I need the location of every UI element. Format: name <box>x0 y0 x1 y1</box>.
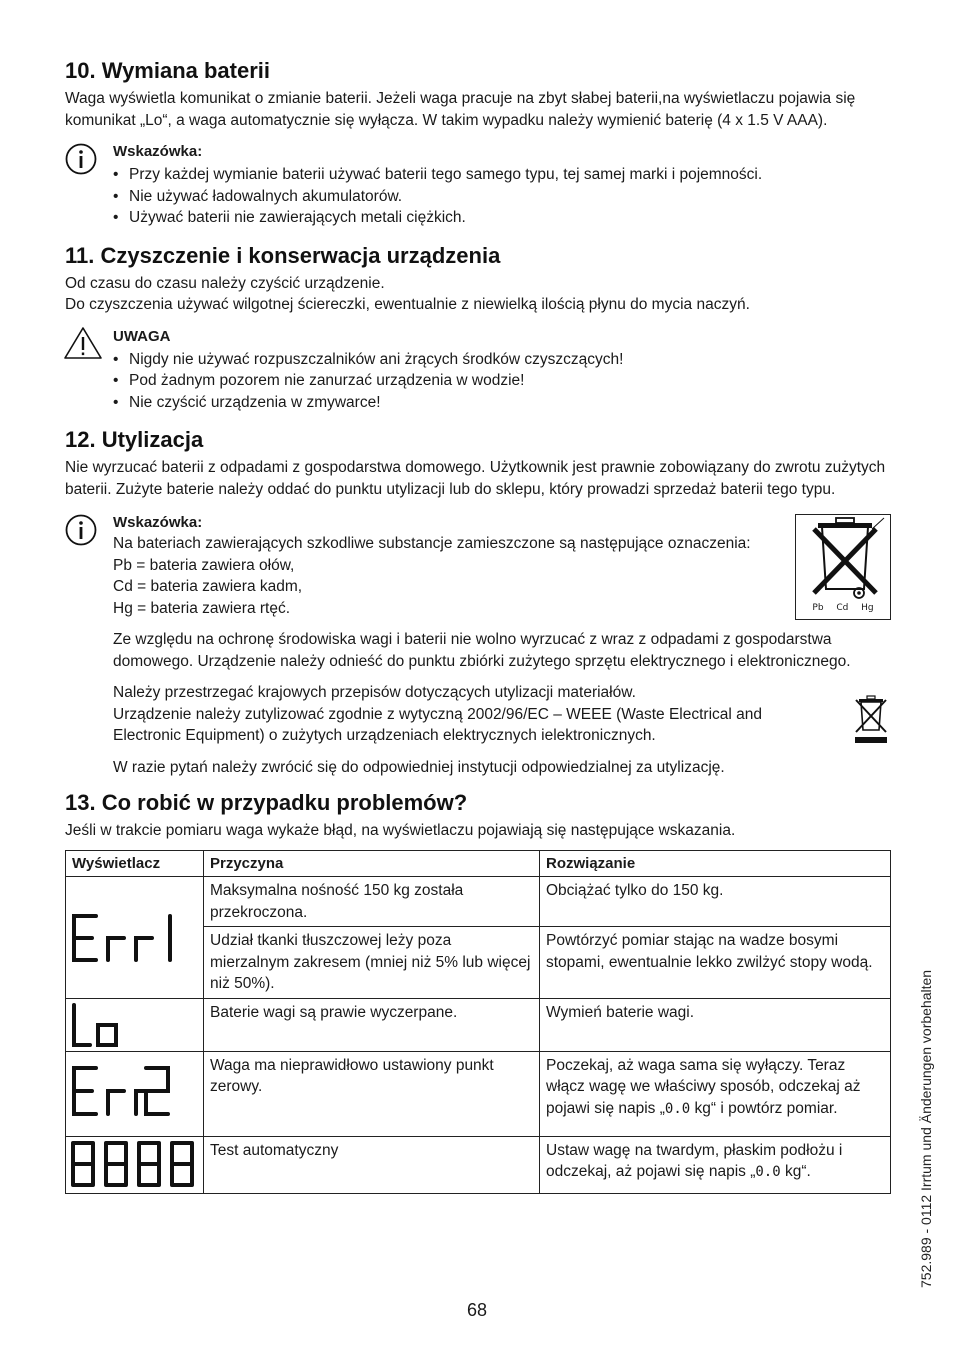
label-hg: Hg <box>861 603 874 613</box>
display-err1 <box>66 877 204 999</box>
column-header: Wyświetlacz <box>66 850 204 877</box>
segment-value: 0.0 <box>755 1164 781 1180</box>
section-cleaning <box>65 243 891 414</box>
section-title: 11. Czyszczenie i konserwacja urządzenia <box>65 242 501 268</box>
page-content <box>65 58 891 1204</box>
section-troubleshooting <box>65 790 891 1194</box>
note-title: UWAGA <box>113 327 171 345</box>
table-row <box>66 877 891 927</box>
list-item: • Używać baterii nie zawierających metali ciężkich. <box>113 207 891 229</box>
solution-cell: Powtórzyć pomiar stając na wadze bosymi stopami, ewentualnie lekko zwilżyć stopy wodą. <box>540 927 891 999</box>
paragraph: Waga wyświetla komunikat o zmianie baterii. Jeżeli waga pracuje na zbyt słabej baterii,na wyświetlaczu pojawia się komunikat „Lo“, a waga automatycznie się wyłącza. W takim wypadku należy wymienić baterię (4 x 1.5 V AAA). <box>65 90 856 129</box>
note-title: Wskazówka: <box>113 514 203 531</box>
heavy-metal-labels <box>796 603 890 613</box>
segment-display-8888 <box>66 1137 202 1193</box>
column-header: Rozwiązanie <box>540 850 891 877</box>
solution-cell <box>540 1136 891 1193</box>
segment-display-err2 <box>66 1052 202 1136</box>
info-icon <box>65 143 97 175</box>
solution-text: Poczekaj, aż waga sama się wyłączy. Teraz włącz wagę we właściwy sposób, odczekaj aż pojawi się napis „ <box>546 1056 861 1117</box>
side-note: 752.989 - 0112 Irrtum und Änderungen vorbehalten <box>918 969 934 1288</box>
segment-display-lo <box>66 999 202 1051</box>
section-title: 13. Co robić w przypadku problemów? <box>65 790 468 815</box>
cause-cell: Baterie wagi są prawie wyczerpane. <box>204 998 540 1051</box>
table-row <box>66 1051 891 1136</box>
table-row <box>66 998 891 1051</box>
bullet-list <box>113 164 891 229</box>
paragraph: Pb = bateria zawiera ołów, <box>113 556 295 574</box>
solution-text: kg“ i powtórz pomiar. <box>690 1099 838 1117</box>
display-err2 <box>66 1051 204 1136</box>
warning-note <box>65 326 891 414</box>
paragraph: Od czasu do czasu należy czyścić urządzenie. <box>65 274 385 292</box>
list-item: • Przy każdej wymianie baterii używać baterii tego samego typu, tej samej marki i pojemności. <box>113 164 891 186</box>
note-title: Wskazówka: <box>113 143 203 160</box>
warning-icon <box>63 326 103 360</box>
paragraph: Ze względu na ochronę środowiska wagi i baterii nie wolno wyrzucać z wraz z odpadami z gospodarstwa domowego. Urządzenie należy odnieść do punktu zbiórki zużytego sprzętu elektrycznego i elektronicznego. <box>113 631 851 670</box>
segment-value: 0.0 <box>664 1100 691 1117</box>
solution-cell: Wymień baterie wagi. <box>540 998 891 1051</box>
section-disposal <box>65 427 891 778</box>
section-battery <box>65 58 891 229</box>
display-lo <box>66 998 204 1051</box>
cause-cell: Udział tkanki tłuszczowej leży poza mierzalnym zakresem (mniej niż 5% lub więcej niż 50%). <box>204 927 540 999</box>
segment-display-err1 <box>66 882 202 992</box>
paragraph: Hg = bateria zawiera rtęć. <box>113 599 291 617</box>
bullet-list <box>113 349 891 414</box>
error-table <box>65 850 891 1194</box>
paragraph: Należy przestrzegać krajowych przepisów dotyczących utylizacji materiałów. <box>113 684 636 701</box>
paragraph: Na bateriach zawierających szkodliwe substancje zamieszczone są następujące oznaczenia: <box>113 535 751 552</box>
section-title: 10. Wymiana baterii <box>65 58 271 83</box>
list-item: • Pod żadnym pozorem nie zanurzać urządzenia w wodzie! <box>113 370 891 392</box>
battery-marking-block <box>113 512 891 619</box>
table-row <box>66 1136 891 1193</box>
solution-cell <box>540 1051 891 1136</box>
list-item: • Nie używać ładowalnych akumulatorów. <box>113 186 891 208</box>
battery-disposal-symbol <box>795 514 891 620</box>
list-item: • Nigdy nie używać rozpuszczalników ani żrących środków czyszczących! <box>113 349 891 371</box>
paragraph: Do czyszczenia używać wilgotnej ściereczki, ewentualnie z niewielką ilością płynu do mycia naczyń. <box>65 296 750 313</box>
solution-cell: Obciążać tylko do 150 kg. <box>540 877 891 927</box>
column-header: Przyczyna <box>204 850 540 877</box>
paragraph: Nie wyrzucać baterii z odpadami z gospodarstwa domowego. Użytkownik jest prawnie zobowiązany do zwrotu zużytych baterii. Zużyte baterie należy oddać do punktu utylizacji lub do sklepu, który prowadzi sprzedaż baterii tego typu. <box>65 459 886 498</box>
page-number: 68 <box>466 1300 488 1320</box>
table-header-row <box>66 850 891 877</box>
hint-note <box>65 512 891 778</box>
paragraph: Jeśli w trakcie pomiaru waga wykaże błąd, na wyświetlaczu pojawiają się następujące wskazania. <box>65 822 736 839</box>
list-item: • Nie czyścić urządzenia w zmywarce! <box>113 392 891 414</box>
paragraph: W razie pytań należy zwrócić się do odpowiedniej instytucji odpowiedzialnej za utylizację. <box>113 758 725 776</box>
info-icon <box>65 514 97 546</box>
solution-text: kg“. <box>780 1163 811 1180</box>
weee-bin-icon <box>851 694 891 746</box>
weee-block <box>113 682 891 747</box>
section-title: 12. Utylizacja <box>65 427 204 452</box>
solution-text: Ustaw wagę na twardym, płaskim podłożu i odczekaj, aż pojawi się napis „ <box>546 1141 843 1180</box>
hint-note <box>65 141 891 229</box>
paragraph: Cd = bateria zawiera kadm, <box>113 578 303 595</box>
cause-cell: Test automatyczny <box>204 1136 540 1193</box>
cause-cell: Maksymalna nośność 150 kg została przekroczona. <box>204 877 540 927</box>
label-cd: Cd <box>836 603 849 613</box>
cause-cell: Waga ma nieprawidłowo ustawiony punkt zerowy. <box>204 1051 540 1136</box>
label-pb: Pb <box>812 603 824 613</box>
display-8888 <box>66 1136 204 1193</box>
paragraph: Urządzenie należy zutylizować zgodnie z wytyczną 2002/96/EC – WEEE (Waste Electrical and Electronic Equipment) o zużytych urządzeniach elektrycznych ielektronicznych. <box>113 705 762 744</box>
